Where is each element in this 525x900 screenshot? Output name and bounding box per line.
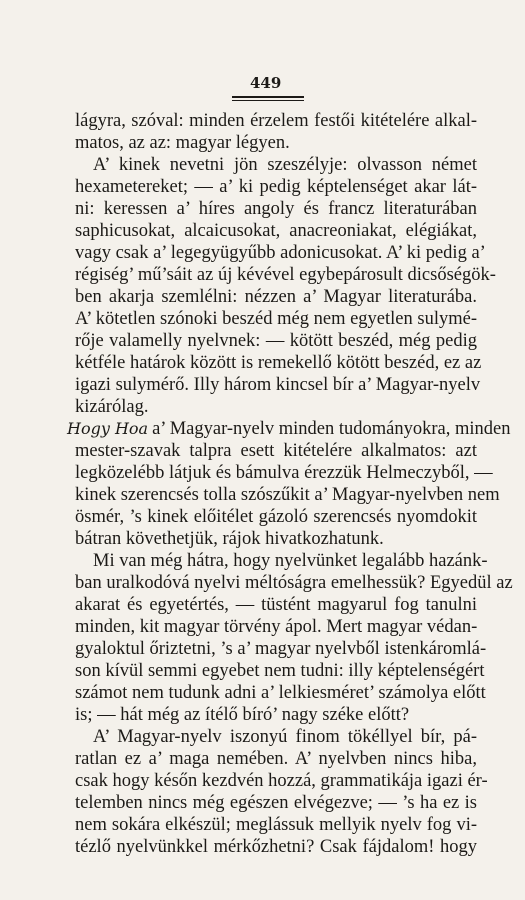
text-line: Mi van még hátra, hogy nyelvünket legalább hazánk- (93, 551, 488, 571)
page-number: 449 (250, 74, 282, 92)
header-rule-thin (232, 100, 304, 101)
text-line: tézlő nyelvünkkel mérkőzhetni? Csak fájdalom! hogy (75, 837, 477, 857)
text-line: igazi sulymérő. Illy három kincsel bír a’ Magyar-nyelv (75, 375, 481, 395)
text-line: kétféle határok között is remekellő kötött beszéd, ez az (75, 353, 482, 373)
text-line: vagy csak a’ legegyügyűbb adonicusokat. A’ ki pedig a’ (75, 243, 486, 263)
text-line: ni: keressen a’ híres angoly és francz literaturában (75, 199, 477, 219)
text-line: son kívül semmi egyebet nem tudni: illy képtelenségért (75, 661, 485, 681)
text-line: mester-szavak talpra esett kitételére alkalmatos: azt (75, 441, 477, 461)
text-line: ben akarja szemlélni: nézzen a’ Magyar literaturába. (75, 287, 477, 307)
text-line: saphicusokat, alcaicusokat, anacreoniakat, elégiákat, (75, 221, 477, 241)
text-line: is; — hát még az ítélő bíró’ nagy széke előtt? (75, 705, 410, 725)
text-line: bátran követhetjük, rájok hivatkozhatunk. (75, 529, 384, 549)
text-line: telemben nincs még egészen elvégezve; — ’s ha ez is (75, 793, 477, 813)
text-line: régiség’ mű’sáit az új kévével egybepárosult dicsőségök- (75, 265, 496, 285)
body-text (67, 110, 515, 858)
text-line: Hogy Hoa a’ Magyar-nyelv minden tudományokra, minden (67, 419, 511, 439)
text-line: ban uralkodóvá nyelvi méltóságra emelhessük? Egyedül az (75, 573, 513, 593)
text-line: hexametereket; — a’ ki pedig képtelenséget akar lát- (75, 177, 477, 197)
text-line: rője valamelly nyelvnek: — kötött beszéd, még pedig (75, 331, 477, 351)
text-line: A’ kötetlen szónoki beszéd még nem egyetlen sulymé- (75, 309, 477, 329)
text-line: legközelébb látjuk és bámulva érezzük Helmeczyből, — (75, 463, 493, 483)
text-line: A’ Magyar-nyelv iszonyú finom tökéllyel bír, pá- (93, 727, 477, 747)
text-line: lágyra, szóval: minden érzelem festői kitételére alkal- (75, 111, 477, 131)
text-line: gyaloktul őriztetni, ’s a’ magyar nyelvből istenkáromlá- (75, 639, 487, 659)
text-line: A’ kinek nevetni jön szeszélyje: olvasson német (93, 155, 477, 175)
text-line: akarat és egyetértés, — tüstént magyarul fog tanulni (75, 595, 477, 615)
text-line: nem sokára elkészül; meglássuk mellyik nyelv fog vi- (75, 815, 477, 835)
header-rule (232, 96, 304, 98)
text-line: ratlan ez a’ maga nemében. A’ nyelvben nincs hiba, (75, 749, 477, 769)
text-line: kinek szerencsés tolla szószűkit a’ Magyar-nyelvben nem (75, 485, 500, 505)
text-line: csak hogy későn kezdvén hozzá, grammatikája igazi ér- (75, 771, 488, 791)
text-line: matos, az az: magyar légyen. (75, 133, 290, 153)
handwritten-note: Hogy Hoa (67, 419, 149, 438)
text-line: kizárólag. (75, 397, 149, 417)
text-line: minden, kit magyar törvény ápol. Mert magyar védan- (75, 617, 478, 637)
text-line: számot nem tudunk adni a’ lelkiesméret’ számolya előtt (75, 683, 486, 703)
text-line: ösmér, ’s kinek előitélet gázoló szerencsés nyomdokit (75, 507, 477, 527)
